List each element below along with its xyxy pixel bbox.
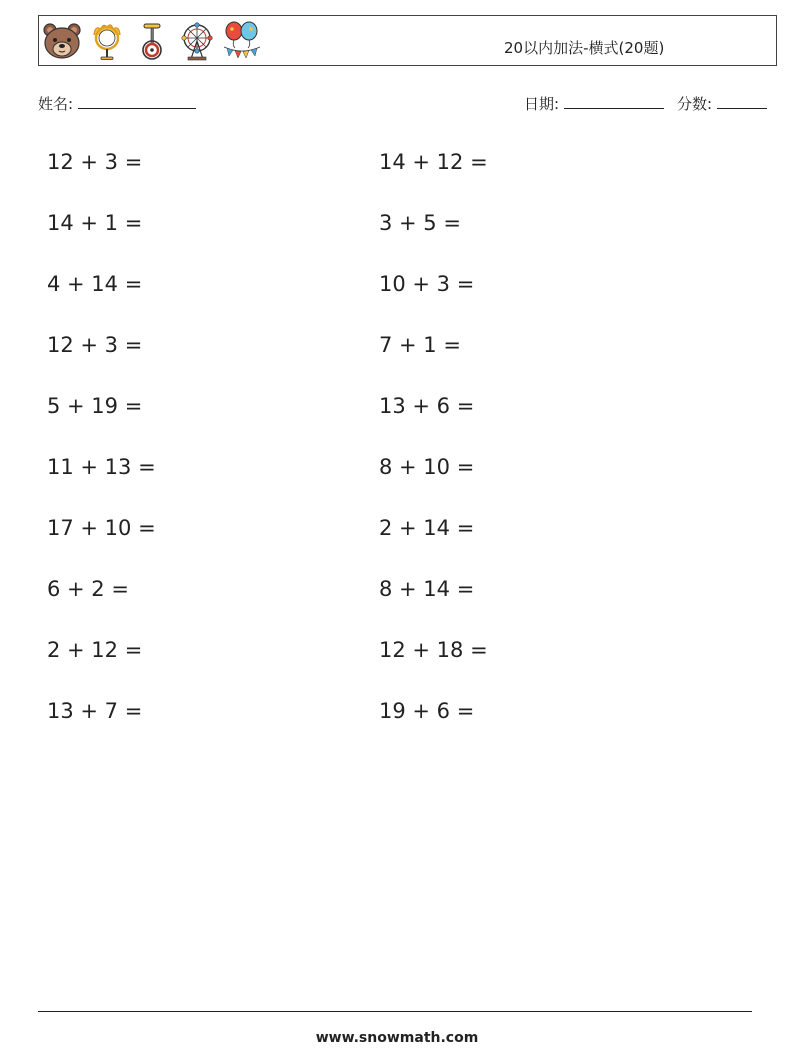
fire-ring-icon (87, 21, 127, 61)
date-field (524, 93, 664, 114)
problem-item: 13 + 6 = (379, 394, 475, 418)
name-field (38, 93, 196, 114)
problem-item: 12 + 18 = (379, 638, 488, 662)
header-box (38, 15, 777, 66)
problem-item: 13 + 7 = (47, 699, 143, 723)
date-line[interactable] (564, 94, 664, 109)
problem-item: 14 + 1 = (47, 211, 143, 235)
problem-item: 14 + 12 = (379, 150, 488, 174)
problem-item: 8 + 10 = (379, 455, 475, 479)
problem-item: 19 + 6 = (379, 699, 475, 723)
score-label: 分数: (677, 95, 713, 113)
problem-item: 11 + 13 = (47, 455, 156, 479)
problem-item: 4 + 14 = (47, 272, 143, 296)
problem-item: 2 + 12 = (47, 638, 143, 662)
worksheet-title: 20以内加法-横式(20题) (504, 39, 665, 57)
problem-item: 5 + 19 = (47, 394, 143, 418)
problem-item: 6 + 2 = (47, 577, 129, 601)
name-line[interactable] (78, 94, 196, 109)
bear-icon (42, 21, 82, 61)
name-label: 姓名: (38, 95, 74, 113)
problem-item: 12 + 3 = (47, 150, 143, 174)
problem-item: 2 + 14 = (379, 516, 475, 540)
unicycle-icon (132, 21, 172, 61)
score-field (677, 93, 767, 114)
balloons-icon (222, 21, 262, 61)
problem-item: 12 + 3 = (47, 333, 143, 357)
footer-website[interactable]: www.snowmath.com (315, 1030, 479, 1046)
problem-item: 17 + 10 = (47, 516, 156, 540)
icon-strip (42, 20, 267, 62)
problem-item: 10 + 3 = (379, 272, 475, 296)
score-line[interactable] (717, 94, 767, 109)
problem-item: 7 + 1 = (379, 333, 461, 357)
footer-divider (38, 1011, 752, 1012)
problem-item: 8 + 14 = (379, 577, 475, 601)
problem-item: 3 + 5 = (379, 211, 461, 235)
date-label: 日期: (524, 95, 560, 113)
ferris-wheel-icon (177, 21, 217, 61)
